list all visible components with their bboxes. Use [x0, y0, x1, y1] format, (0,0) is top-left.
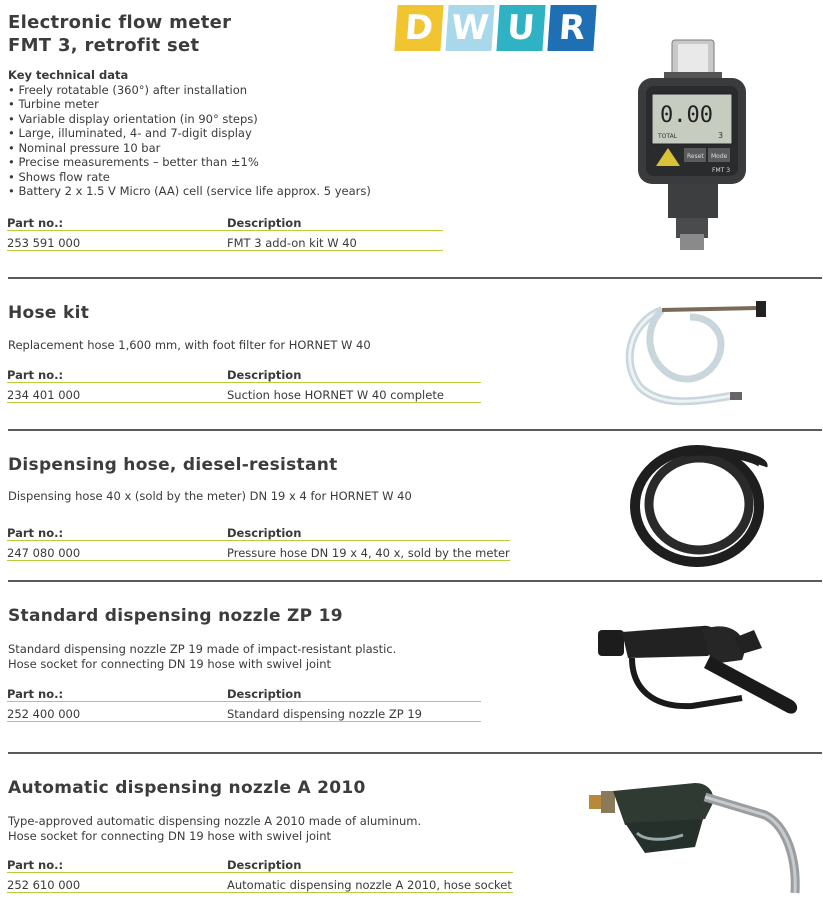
part-no-value: 247 080 000	[7, 546, 81, 560]
table-header-row	[7, 521, 510, 541]
part-no-value: 252 400 000	[7, 707, 81, 721]
section-text-standard-nozzle	[8, 642, 396, 671]
hose-kit-image	[620, 292, 780, 417]
section-divider	[8, 277, 822, 279]
list-item: • Shows flow rate	[8, 170, 371, 185]
text-line: Hose socket for connecting DN 19 hose with swivel joint	[8, 828, 332, 843]
description-value: Standard dispensing nozzle ZP 19	[227, 707, 422, 721]
key-data-block	[8, 68, 371, 199]
description-header: Description	[227, 687, 302, 701]
display-digit: 3	[718, 131, 724, 140]
list-item: • Freely rotatable (360°) after installation	[8, 83, 371, 98]
table-row	[7, 231, 443, 251]
table-row	[7, 702, 481, 722]
part-no-header: Part no.:	[7, 858, 64, 872]
section-title-automatic-nozzle: Automatic dispensing nozzle A 2010	[8, 778, 366, 798]
list-item: • Large, illuminated, 4- and 7-digit display	[8, 126, 371, 141]
table-row	[7, 541, 510, 561]
description-value: Suction hose HORNET W 40 complete	[227, 388, 444, 402]
dispensing-hose-image	[625, 440, 775, 572]
part-no-header: Part no.:	[7, 368, 64, 382]
table-row	[7, 383, 481, 403]
table-header-row	[7, 211, 443, 231]
display-label-total: TOTAL	[658, 133, 678, 140]
section-title-standard-nozzle: Standard dispensing nozzle ZP 19	[8, 606, 343, 626]
description-header: Description	[227, 368, 302, 382]
automatic-nozzle-image	[585, 775, 815, 899]
list-item: • Battery 2 x 1.5 V Micro (AA) cell (service life approx. 5 years)	[8, 184, 371, 199]
section-title-hose-kit: Hose kit	[8, 303, 90, 323]
part-no-header: Part no.:	[7, 687, 64, 701]
text-line: Replacement hose 1,600 mm, with foot filter for HORNET W 40	[8, 338, 371, 352]
list-item: • Precise measurements – better than ±1%	[8, 155, 371, 170]
description-header: Description	[227, 526, 302, 540]
model-label: FMT 3	[712, 167, 731, 174]
section-title-flow-meter	[8, 11, 231, 57]
section-divider	[8, 752, 822, 754]
part-no-header: Part no.:	[7, 216, 64, 230]
logo-letter-w: W	[445, 5, 494, 51]
logo-letter-u: U	[496, 5, 545, 51]
text-line: Hose socket for connecting DN 19 hose with swivel joint	[8, 656, 332, 671]
section-divider	[8, 429, 822, 431]
text-line: Standard dispensing nozzle ZP 19 made of impact-resistant plastic.	[8, 642, 397, 656]
title-line-2: FMT 3, retrofit set	[8, 35, 200, 56]
section-text-dispensing-hose	[8, 489, 412, 504]
list-item: • Nominal pressure 10 bar	[8, 141, 371, 156]
part-table-hose-kit	[7, 363, 481, 403]
part-no-header: Part no.:	[7, 526, 64, 540]
part-table-standard-nozzle	[7, 682, 481, 722]
part-no-value: 234 401 000	[7, 388, 81, 402]
part-no-value: 252 610 000	[7, 878, 81, 892]
key-data-list	[8, 83, 371, 199]
description-value: FMT 3 add-on kit W 40	[227, 236, 357, 250]
text-line: Type-approved automatic dispensing nozzle A 2010 made of aluminum.	[8, 814, 422, 828]
table-header-row	[7, 853, 513, 873]
title-line-1: Electronic flow meter	[8, 12, 232, 33]
description-value: Pressure hose DN 19 x 4, 40 x, sold by the meter	[227, 546, 510, 560]
display-value: 0.00	[660, 103, 713, 128]
section-text-hose-kit	[8, 338, 371, 353]
standard-nozzle-image	[592, 608, 807, 723]
reset-button-label: Reset	[687, 153, 704, 160]
part-table-flow-meter	[7, 211, 443, 251]
flow-meter-image	[632, 38, 752, 253]
part-table-automatic-nozzle	[7, 853, 513, 893]
mode-button-label: Mode	[711, 153, 728, 160]
table-row	[7, 873, 513, 893]
section-title-dispensing-hose: Dispensing hose, diesel-resistant	[8, 455, 338, 475]
part-table-dispensing-hose	[7, 521, 510, 561]
section-divider	[8, 580, 822, 582]
part-no-value: 253 591 000	[7, 236, 81, 250]
section-text-automatic-nozzle	[8, 814, 421, 843]
description-header: Description	[227, 858, 302, 872]
description-header: Description	[227, 216, 302, 230]
key-data-heading: Key technical data	[8, 68, 129, 82]
logo-letter-d: D	[394, 5, 443, 51]
table-header-row	[7, 682, 481, 702]
list-item: • Turbine meter	[8, 97, 371, 112]
logo-letter-r: R	[547, 5, 596, 51]
description-value: Automatic dispensing nozzle A 2010, hose socket	[227, 878, 512, 892]
dwur-logo	[396, 5, 595, 51]
table-header-row	[7, 363, 481, 383]
text-line: Dispensing hose 40 x (sold by the meter) DN 19 x 4 for HORNET W 40	[8, 489, 412, 503]
list-item: • Variable display orientation (in 90° steps)	[8, 112, 371, 127]
